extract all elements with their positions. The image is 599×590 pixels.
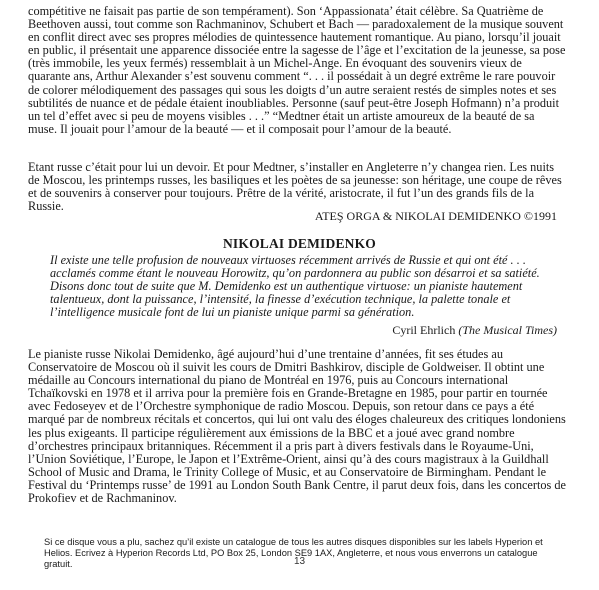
- quote-author: Cyril Ehrlich: [392, 323, 456, 337]
- quote-source: (The Musical Times): [458, 323, 557, 337]
- body-paragraph-2: Etant russe c’était pour lui un devoir. Et pour Medtner, s’installer en Angleterre n’y changea rien. Les nuits de Moscou, les printemps russes, les basiliques et les poètes de sa jeunesse: son héritage, une coupe de rêves et de souvenirs à conserver pour toujours. Prêtre de la vérité, aristocrate, il fut l’un des grands fils de la Russie.: [28, 160, 562, 214]
- quote-attribution: [392, 323, 557, 338]
- press-quote: Il existe une telle profusion de nouveaux virtuoses récemment arrivés de Russie et qui ont été . . . acclamés comme étant le nouveau Horowitz, qu’on pardonnera au public son désarroi et sa satiété. Disons donc tout de suite que M. Demidenko est un authentique virtuose: un pianiste hautement talentueux, dont la puissance, l’intensité, la finesse d’exécution technique, la palette tonale et l’intelligence musicale font de lui un pianiste unique parmi sa génération.: [50, 253, 540, 320]
- section-heading: NIKOLAI DEMIDENKO: [222, 236, 377, 251]
- body-paragraph-1: compétitive ne faisait pas partie de son tempérament). Son ‘Appassionata’ était célèbre. Sa Quatrième de Beethoven aussi, tout comme son Rachmaninov, Schubert et Bach — paradoxalement de la musique souvent en conflit direct avec ses propres mélodies de quintessence hautement romantique. Au piano, lorsqu’il jouait en public, il présentait une apparence dissociée entre la sagesse de l’âge et l’excitation de la jeunesse, sa pose (très immobile, les yeux fermés) ressemblait à un Michel-Ange. En évoquant des souvenirs vieux de quarante ans, Arthur Alexander s’est souvenu comment “. . . il possédait à un degré extrême le rare pouvoir de colorer mélodiquement des passages qui sous les doigts d’un autre seraient restés de simples notes et ses subtilités de nuance et de pédale étaient inoubliables. Personne (sauf peut-être Joseph Hofmann) n’a produit un tel d’effet avec si peu de moyens visibles . . .” “Medtner était un artiste amoureux de la beauté de sa muse. Il jouait pour l’amour de la beauté — et il composait pour l’amour de la beauté.: [28, 4, 566, 136]
- author-credit: ATEŞ ORGA & NIKOLAI DEMIDENKO ©1991: [314, 209, 557, 223]
- page-number: 13: [293, 556, 306, 567]
- catalogue-footnote: Si ce disque vous a plu, sachez qu’il existe un catalogue de tous les autres disques disponibles sur les labels Hyperion et Helios. Ecrivez à Hyperion Records Ltd, PO Box 25, London SE9 1AX, Angleterre, et nous vous enverrons un catalogue gratuit.: [44, 537, 543, 569]
- biography-paragraph: Le pianiste russe Nikolai Demidenko, âgé aujourd’hui d’une trentaine d’années, fit ses études au Conservatoire de Moscou où il suivit les cours de Dmitri Bashkirov, disciple de Goldweiser. Il obtint une médaille au Concours international du piano de Montréal en 1976, puis au Concours international Tchaïkovski en 1978 et il arriva pour la première fois en Grande-Bretagne en 1985, pour partir en tournée avec Fedoseyev et de l’Orchestre symphonique de radio Moscou. Depuis, son retour dans ce pays a été marqué par de nombreux récitals et concertos, qui lui ont valu des éloges chaleureux des critiques londoniens les plus exigeants. Il participe régulièrement aux émissions de la BBC et a joué avec grand nombre d’orchestres principaux britanniques. Récemment il a pris part à divers festivals dans le Royaume-Uni, l’Union Soviétique, l’Europe, le Japon et l’Extrême-Orient, ainsi qu’à des cours magistraux à la Guildhall School of Music and Drama, le Trinity College of Music, et au Conservatoire de Birmingham. Pendant le Festival du ‘Printemps russe’ de 1991 au London South Bank Centre, il parut deux fois, dans les concertos de Prokofiev et de Rachmaninov.: [28, 347, 567, 506]
